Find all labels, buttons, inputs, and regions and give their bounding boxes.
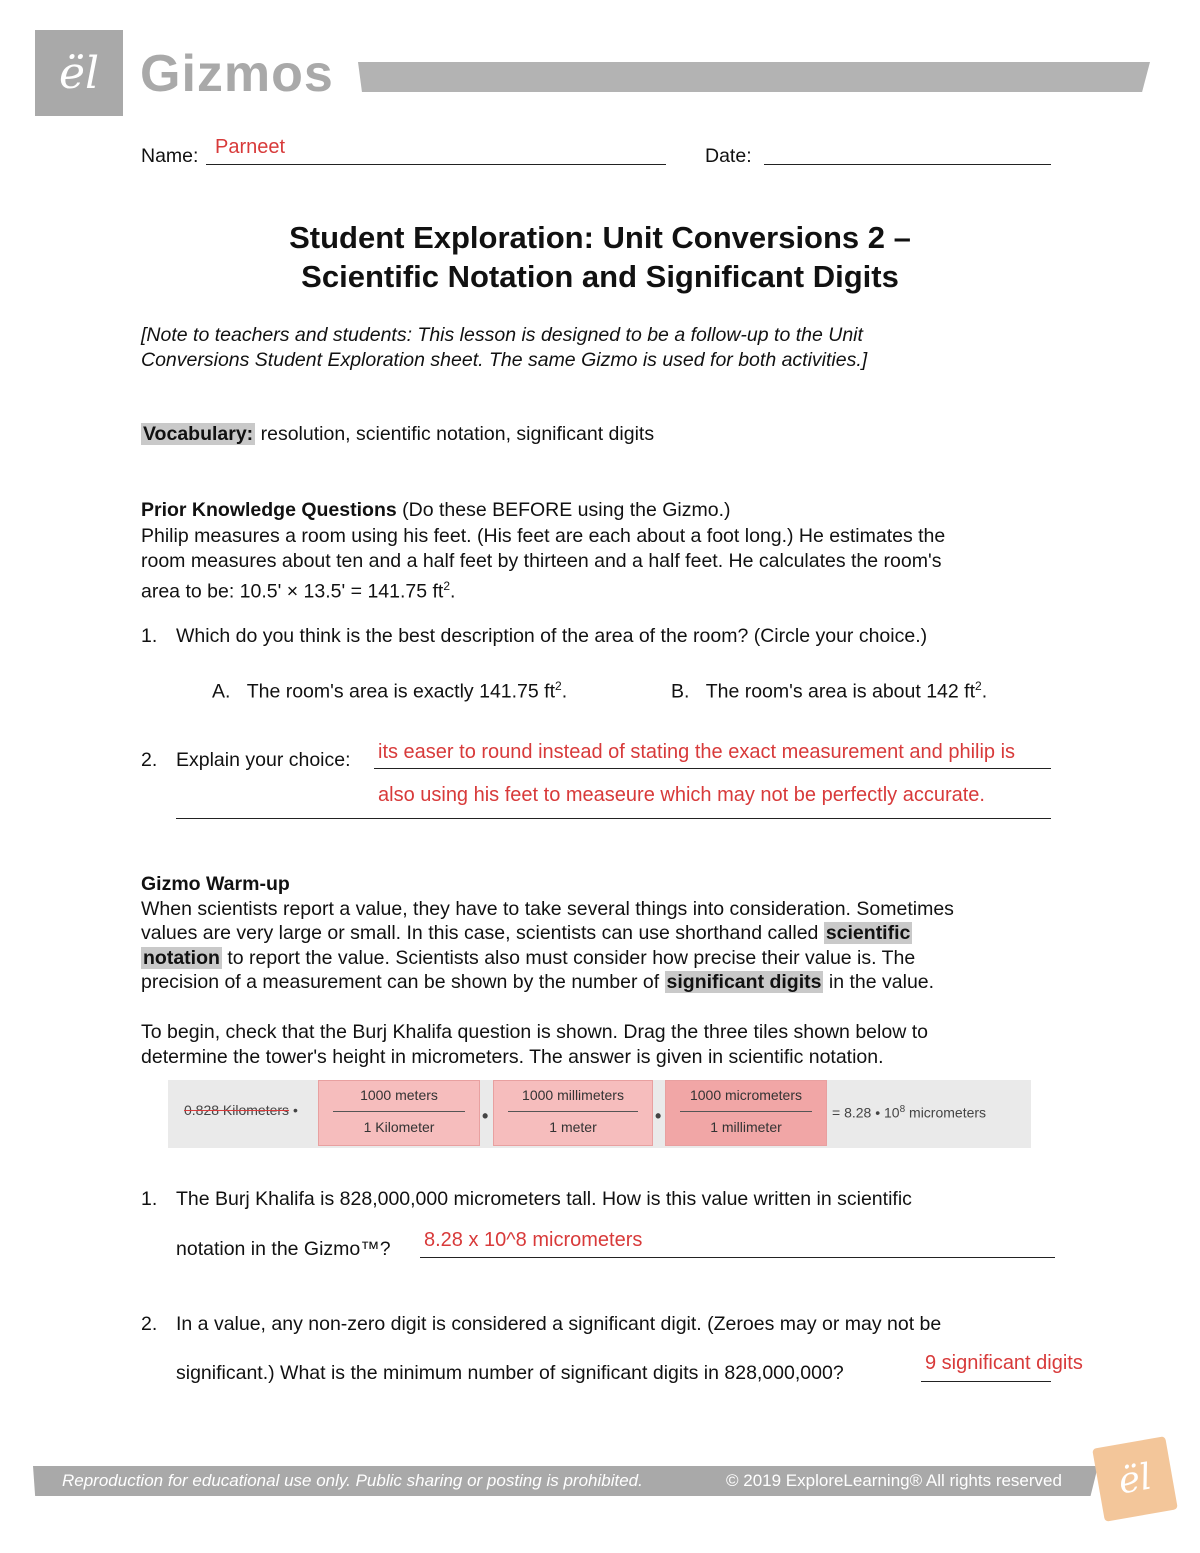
- warmup-p1-line-4: precision of a measurement can be shown by the number of significant digits in the value.: [141, 971, 935, 993]
- warmup-p1-line-1: When scientists report a value, they have to take several things into consideration. Sometimes: [141, 898, 954, 920]
- explorelearning-footer-logo: ël: [1092, 1436, 1178, 1522]
- q1-line-2: notation in the Gizmo™?: [176, 1238, 391, 1260]
- option-b[interactable]: B. The room's area is about 142 $ft^2$.: [671, 679, 988, 703]
- prior-heading: Prior Knowledge Questions: [141, 499, 397, 521]
- multiply-dot: •: [655, 1106, 662, 1126]
- warmup-p1-line-3: notation to report the value. Scientists also must consider how precise their value is. The: [143, 947, 916, 969]
- tile-micrometers[interactable]: 1000 micrometers 1 millimeter: [665, 1080, 827, 1146]
- term-notation: notation: [143, 947, 220, 969]
- explorelearning-logo: ël: [35, 30, 123, 116]
- date-field[interactable]: [764, 144, 1051, 165]
- warmup-p1-line-2: values are very large or small. In this case, scientists can use shorthand called scientific: [141, 922, 911, 944]
- date-label: Date:: [705, 145, 752, 167]
- option-a[interactable]: A. The room's area is exactly 141.75 $ft^2$.: [212, 679, 568, 703]
- prior-q2-text: Explain your choice:: [176, 749, 351, 771]
- explain-answer-line-2: also using his feet to measeure which may not be perfectly accurate.: [378, 784, 985, 806]
- conversion-strip: [168, 1080, 1031, 1148]
- vocabulary: [141, 422, 654, 446]
- q1-line-1: The Burj Khalifa is 828,000,000 micrometers tall. How is this value written in scientific: [176, 1188, 912, 1210]
- vocabulary-label: Vocabulary:: [143, 423, 254, 445]
- title-line-2: Scientific Notation and Significant Digits: [301, 259, 899, 294]
- prior-q1-number: 1.: [141, 625, 158, 647]
- name-label: Name:: [141, 145, 199, 167]
- multiply-dot: •: [482, 1106, 489, 1126]
- vocabulary-terms: resolution, scientific notation, significant digits: [260, 423, 655, 445]
- start-value: 0.828 Kilometers •: [184, 1102, 298, 1118]
- tile-millimeters[interactable]: 1000 millimeters 1 meter: [493, 1080, 653, 1146]
- q2-line-2: significant.) What is the minimum number of significant digits in 828,000,000?: [176, 1362, 844, 1384]
- name-value: Parneet: [215, 136, 286, 158]
- q1-answer: 8.28 x 10^8 micrometers: [424, 1229, 643, 1251]
- conversion-result: = 8.28 • $10^8$ micrometers: [832, 1104, 987, 1121]
- q2-line-1: In a value, any non-zero digit is considered a significant digit. (Zeroes may or may not be: [176, 1313, 942, 1335]
- footer-copyright: © 2019 ExploreLearning® All rights reserved: [726, 1471, 1062, 1490]
- warmup-p2-line-2: determine the tower's height in micrometers. The answer is given in scientific notation.: [141, 1046, 884, 1068]
- term-significant-digits: significant digits: [666, 971, 822, 993]
- q1-number: 1.: [141, 1188, 158, 1210]
- term-scientific: scientific: [825, 922, 911, 944]
- q2-answer: 9 significant digits: [925, 1352, 1083, 1374]
- q2-number: 2.: [141, 1313, 158, 1335]
- explain-answer-line-1: its easer to round instead of stating the exact measurement and philip is: [378, 741, 1016, 763]
- prior-line-1: Philip measures a room using his feet. (His feet are each about a foot long.) He estimates the: [141, 525, 946, 547]
- note-line-2: Conversions Student Exploration sheet. The same Gizmo is used for both activities.]: [141, 349, 868, 371]
- prior-heading-note: (Do these BEFORE using the Gizmo.): [402, 499, 731, 521]
- prior-line-2: room measures about ten and a half feet by thirteen and a half feet. He calculates the room's: [141, 550, 942, 572]
- header-bar: [358, 62, 1150, 92]
- prior-heading-row: [141, 498, 731, 522]
- prior-q1-text: Which do you think is the best description of the area of the room? (Circle your choice.): [176, 625, 928, 647]
- note-line-1: [Note to teachers and students: This lesson is designed to be a follow-up to the Unit: [141, 324, 863, 346]
- prior-line-3: area to be: 10.5' × 13.5' = 141.75 $ft^2$.: [141, 579, 456, 603]
- prior-q2-number: 2.: [141, 749, 158, 771]
- gizmos-brand: Gizmos: [140, 45, 334, 103]
- footer-reproduction-notice: Reproduction for educational use only. Public sharing or posting is prohibited.: [62, 1471, 643, 1490]
- tile-meters[interactable]: 1000 meters 1 Kilometer: [318, 1080, 480, 1146]
- warmup-p2-line-1: To begin, check that the Burj Khalifa question is shown. Drag the three tiles shown below to: [141, 1021, 928, 1043]
- warmup-heading: Gizmo Warm-up: [141, 873, 290, 895]
- title-line-1: Student Exploration: Unit Conversions 2 –: [289, 220, 911, 255]
